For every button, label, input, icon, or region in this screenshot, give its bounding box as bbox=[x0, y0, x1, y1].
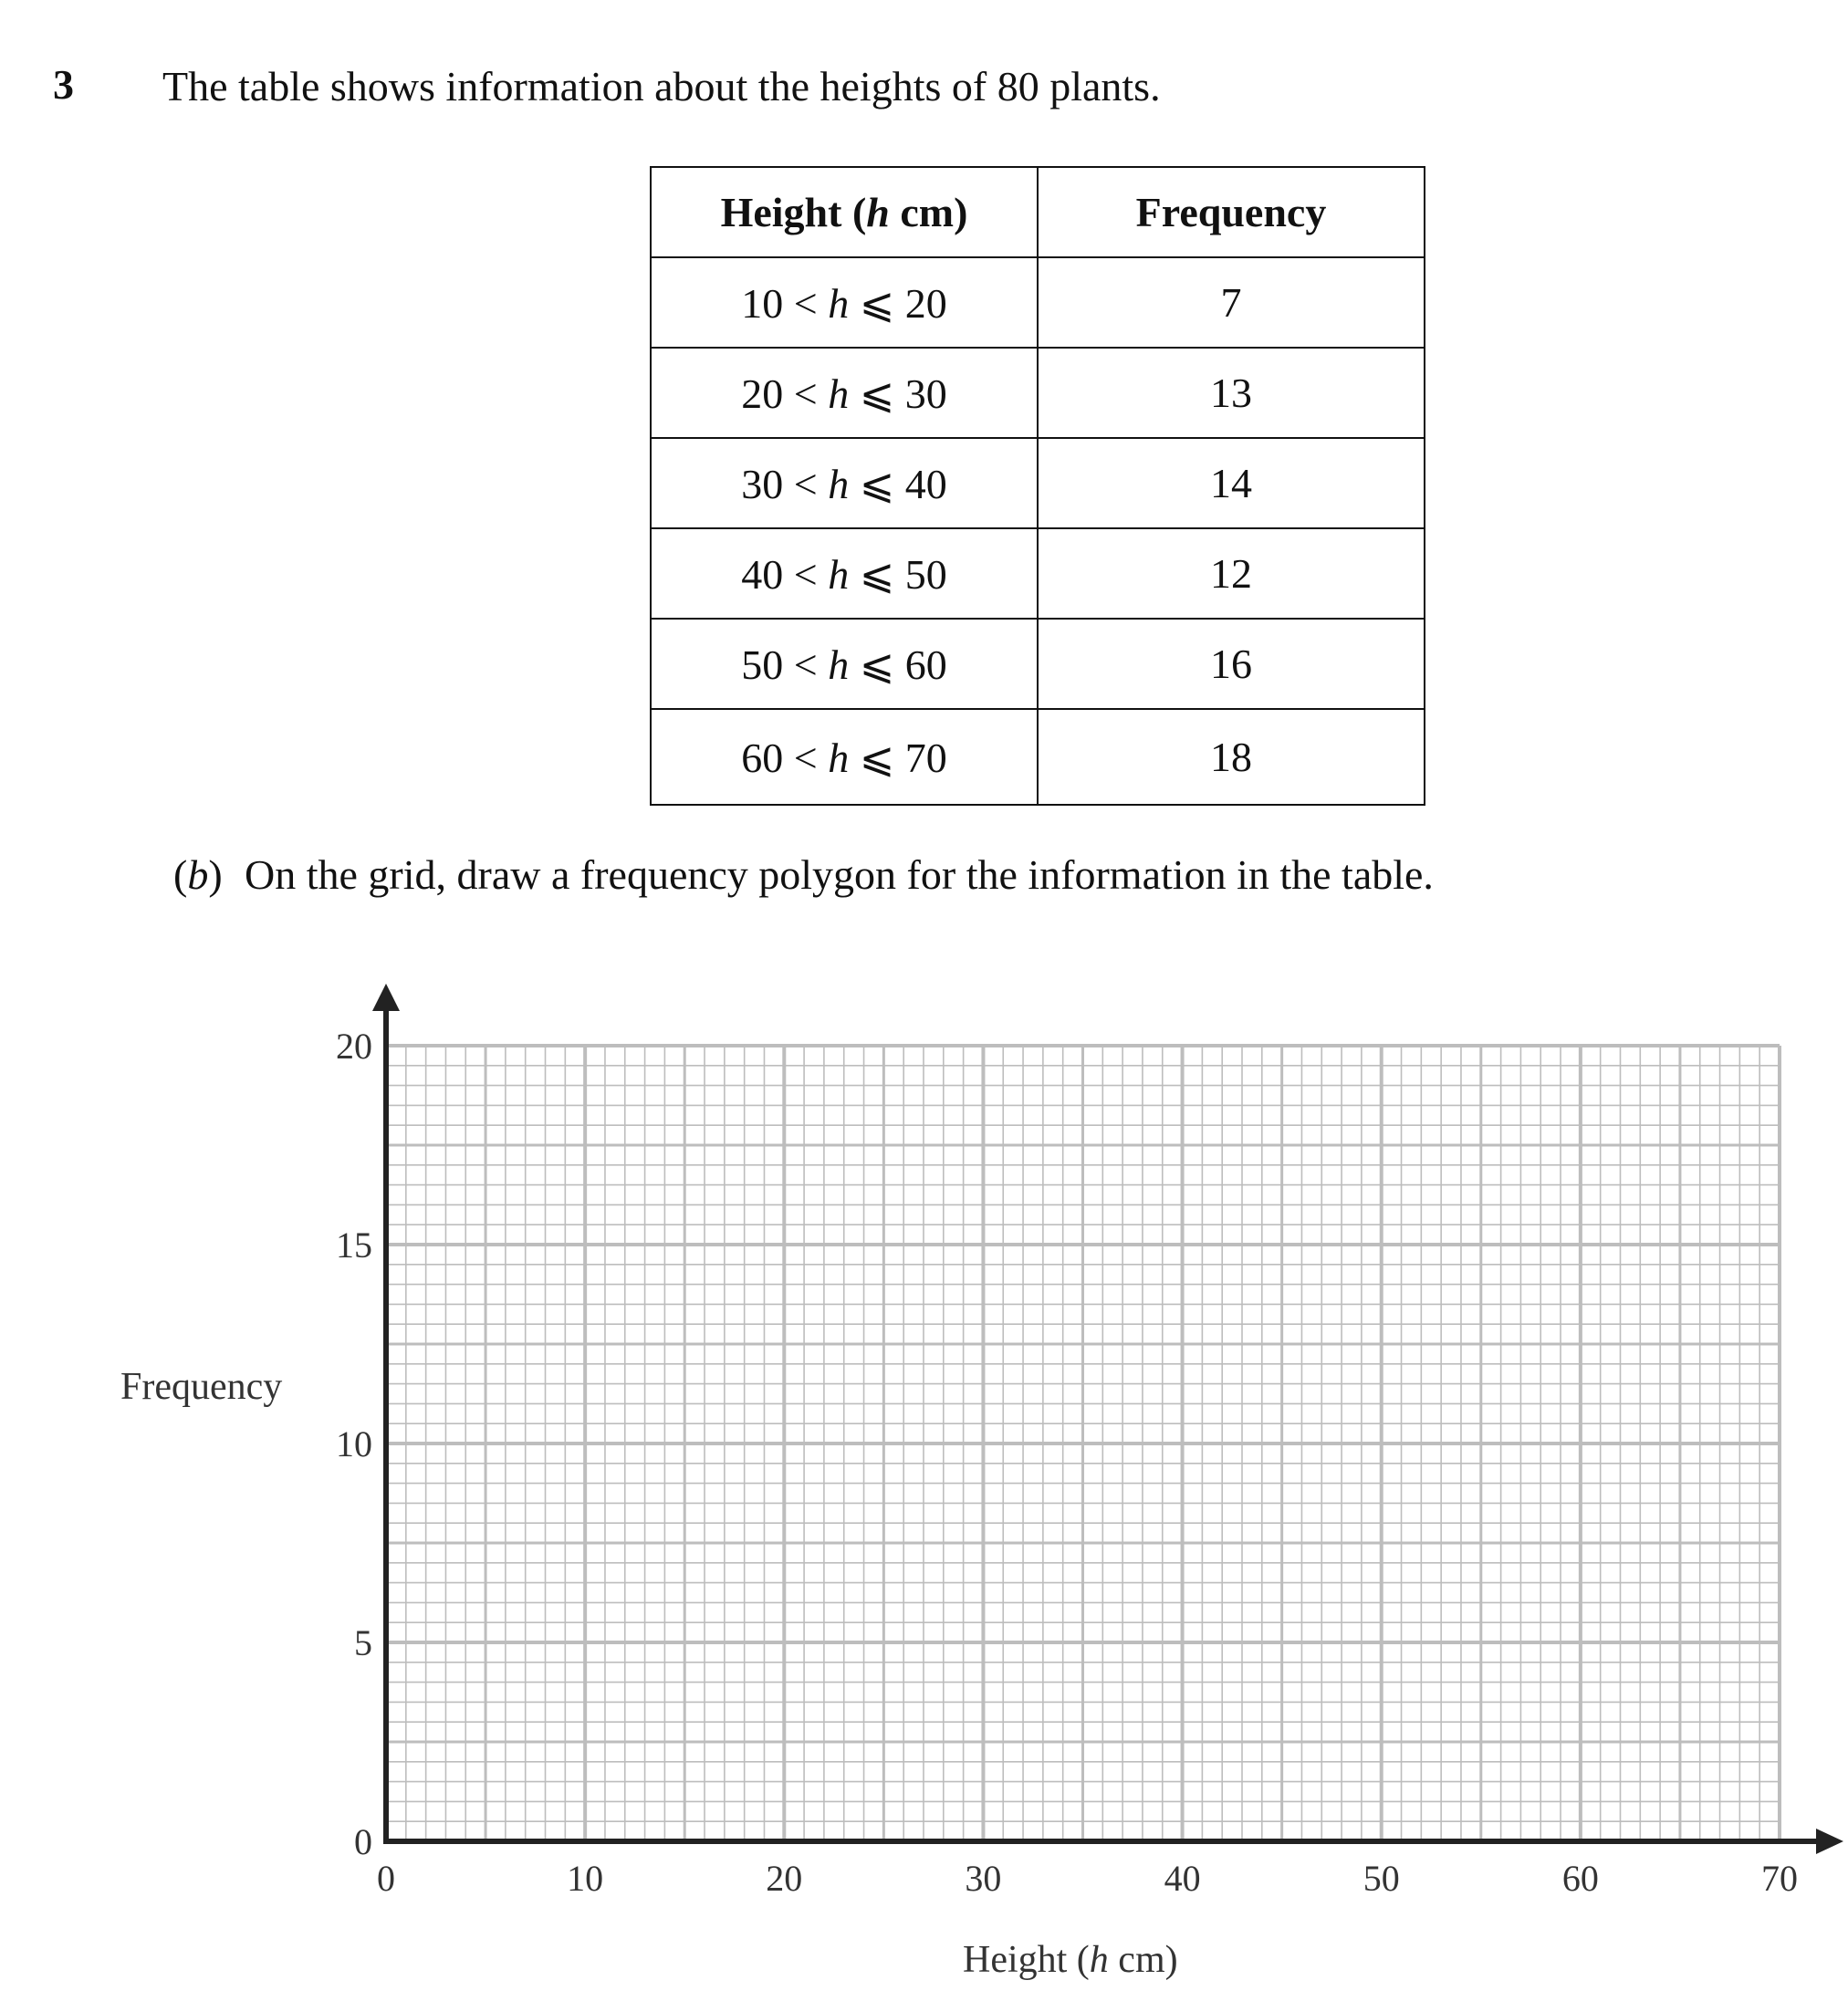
y-axis-label: Frequency bbox=[120, 1366, 283, 1408]
frequency-cell: 18 bbox=[1038, 709, 1425, 805]
height-interval-cell: 50 < h ⩽ 60 bbox=[651, 619, 1038, 709]
x-tick-label: 60 bbox=[1561, 1858, 1599, 1899]
x-tick-label: 20 bbox=[766, 1858, 803, 1899]
x-tick-label: 10 bbox=[567, 1858, 604, 1899]
frequency-cell: 14 bbox=[1038, 438, 1425, 528]
y-tick-label: 5 bbox=[354, 1622, 372, 1663]
x-tick-label: 70 bbox=[1761, 1858, 1798, 1899]
height-interval-cell: 10 < h ⩽ 20 bbox=[651, 257, 1038, 348]
x-tick-label: 30 bbox=[965, 1858, 1002, 1899]
part-b-label: (b) bbox=[173, 851, 223, 898]
question-intro: The table shows information about the heights of 80 plants. bbox=[162, 63, 1161, 109]
frequency-cell: 13 bbox=[1038, 348, 1425, 438]
frequency-column-header: Frequency bbox=[1038, 167, 1425, 257]
part-b-text: On the grid, draw a frequency polygon for the information in the table. bbox=[245, 851, 1434, 898]
x-tick-label: 0 bbox=[377, 1858, 395, 1899]
height-interval-cell: 40 < h ⩽ 50 bbox=[651, 528, 1038, 619]
height-column-header: Height (h cm) bbox=[651, 167, 1038, 257]
height-interval-cell: 30 < h ⩽ 40 bbox=[651, 438, 1038, 528]
y-tick-label: 15 bbox=[336, 1225, 372, 1266]
x-axis-label: Height (h cm) bbox=[963, 1939, 1178, 1981]
y-tick-label: 0 bbox=[354, 1821, 372, 1862]
height-interval-cell: 60 < h ⩽ 70 bbox=[651, 709, 1038, 805]
x-tick-label: 50 bbox=[1363, 1858, 1400, 1899]
x-tick-label: 40 bbox=[1164, 1858, 1201, 1899]
frequency-cell: 16 bbox=[1038, 619, 1425, 709]
y-tick-label: 20 bbox=[336, 1026, 372, 1067]
question-number: 3 bbox=[53, 61, 74, 108]
x-axis-arrow bbox=[1816, 1829, 1843, 1854]
frequency-cell: 12 bbox=[1038, 528, 1425, 619]
y-tick-label: 10 bbox=[336, 1423, 372, 1464]
frequency-cell: 7 bbox=[1038, 257, 1425, 348]
height-interval-cell: 20 < h ⩽ 30 bbox=[651, 348, 1038, 438]
y-axis-arrow bbox=[372, 984, 400, 1011]
